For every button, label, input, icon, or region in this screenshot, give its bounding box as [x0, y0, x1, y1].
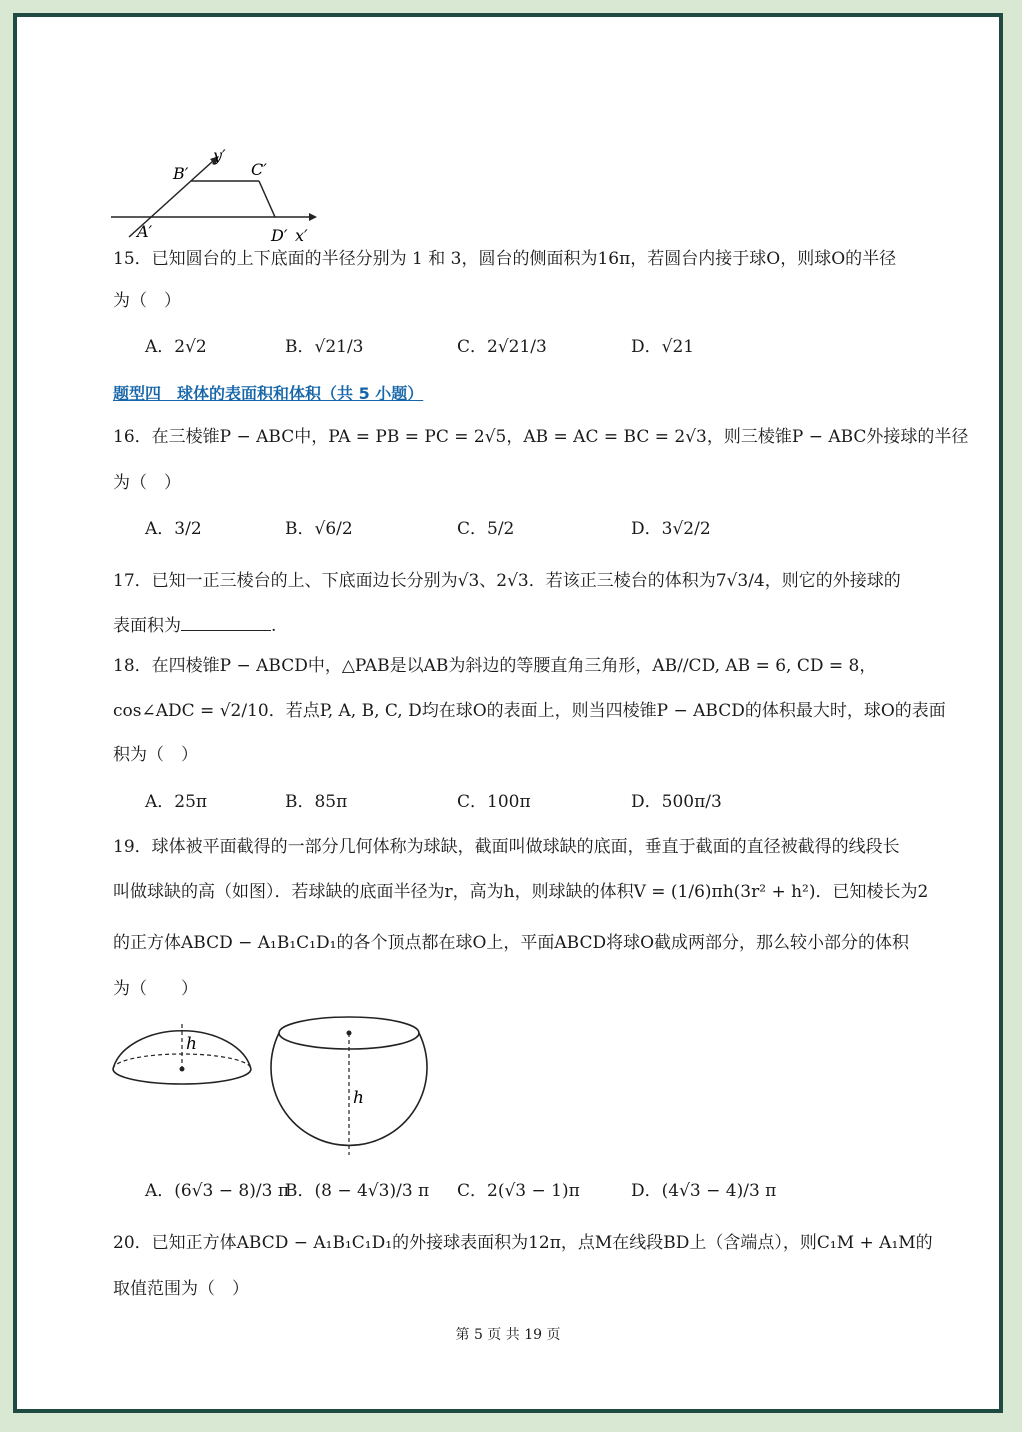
- q18-line1: 18．在四棱锥P − ABCD中，△PAB是以AB为斜边的等腰直角三角形，AB//CD, AB = 6, CD = 8，: [113, 656, 877, 676]
- q16-option-d[interactable]: D．3√2/2: [631, 519, 711, 539]
- q18-option-b[interactable]: B．85π: [285, 792, 348, 812]
- cap-label-h: h: [186, 1034, 197, 1054]
- q15-option-d[interactable]: D．√21: [631, 337, 695, 357]
- q16-line1: 16．在三棱锥P − ABC中，PA = PB = PC = 2√5，AB = AC = BC = 2√3，则三棱锥P − ABC外接球的半径: [113, 427, 969, 447]
- page: [13, 13, 1003, 1413]
- label-x: x′: [295, 226, 308, 245]
- q18-line2: cos∠ADC = √2/10．若点P, A, B, C, D均在球O的表面上，则当四棱锥P − ABCD的体积最大时，球O的表面: [113, 701, 946, 721]
- segment-label-h: h: [353, 1088, 364, 1108]
- label-a: A′: [137, 222, 153, 241]
- q15-line2: 为（ ）: [113, 291, 181, 311]
- q20-line2: 取值范围为（ ）: [113, 1279, 249, 1299]
- q17-line2-end: .: [271, 616, 277, 636]
- q19-line1: 19．球体被平面截得的一部分几何体称为球缺，截面叫做球缺的底面，垂直于截面的直径被截得的线段长: [113, 837, 900, 857]
- sphere-segment-figure: [265, 1013, 435, 1158]
- x-axis-arrow: [309, 213, 317, 221]
- label-b: B′: [173, 164, 189, 183]
- q18-option-c[interactable]: C．100π: [457, 792, 531, 812]
- section-heading: 题型四 球体的表面积和体积（共 5 小题）: [113, 384, 424, 403]
- label-c: C′: [251, 160, 267, 179]
- q16-option-a[interactable]: A．3/2: [145, 519, 202, 539]
- q18-line3: 积为（ ）: [113, 745, 198, 765]
- q18-option-a[interactable]: A．25π: [145, 792, 208, 812]
- q16-option-c[interactable]: C．5/2: [457, 519, 515, 539]
- q18-option-d[interactable]: D．500π/3: [631, 792, 722, 812]
- q15-option-b[interactable]: B．√21/3: [285, 337, 364, 357]
- q16-line2: 为（ ）: [113, 473, 181, 493]
- q19-option-d[interactable]: D．(4√3 − 4)/3 π: [631, 1181, 777, 1201]
- q19-line4: 为（ ）: [113, 979, 198, 999]
- q19-line3: 的正方体ABCD − A₁B₁C₁D₁的各个顶点都在球O上，平面ABCD将球O截成两部分，那么较小部分的体积: [113, 933, 910, 953]
- label-d: D′: [271, 226, 288, 245]
- q19-line2: 叫做球缺的高（如图）．若球缺的底面半径为r，高为h，则球缺的体积V = (1/6)πh(3r² + h²)．已知棱长为2: [113, 882, 929, 902]
- q17-line2: [113, 614, 276, 638]
- q17-answer-blank[interactable]: [181, 614, 271, 631]
- q15-line1: 15．已知圆台的上下底面的半径分别为 1 和 3，圆台的侧面积为16π，若圆台内接于球O，则球O的半径: [113, 249, 897, 269]
- q17-line2-text: 表面积为: [113, 616, 181, 636]
- q16-option-b[interactable]: B．√6/2: [285, 519, 353, 539]
- q17-line1: 17．已知一正三棱台的上、下底面边长分别为√3、2√3．若该正三棱台的体积为7√3/4，则它的外接球的: [113, 571, 901, 591]
- spherical-cap-figure: [109, 1019, 259, 1099]
- page-footer: 第 5 页 共 19 页: [455, 1327, 561, 1343]
- q19-option-c[interactable]: C．2(√3 − 1)π: [457, 1181, 580, 1201]
- trapezoid-figure: [109, 145, 329, 250]
- trapezoid-right: [259, 181, 275, 217]
- q19-option-b[interactable]: B．(8 − 4√3)/3 π: [285, 1181, 430, 1201]
- q15-option-a[interactable]: A．2√2: [145, 337, 207, 357]
- label-y: y′: [213, 146, 226, 165]
- q15-option-c[interactable]: C．2√21/3: [457, 337, 547, 357]
- q20-line1: 20．已知正方体ABCD − A₁B₁C₁D₁的外接球表面积为12π，点M在线段BD上（含端点），则C₁M + A₁M的: [113, 1233, 933, 1253]
- q19-option-a[interactable]: A．(6√3 − 8)/3 π: [145, 1181, 289, 1201]
